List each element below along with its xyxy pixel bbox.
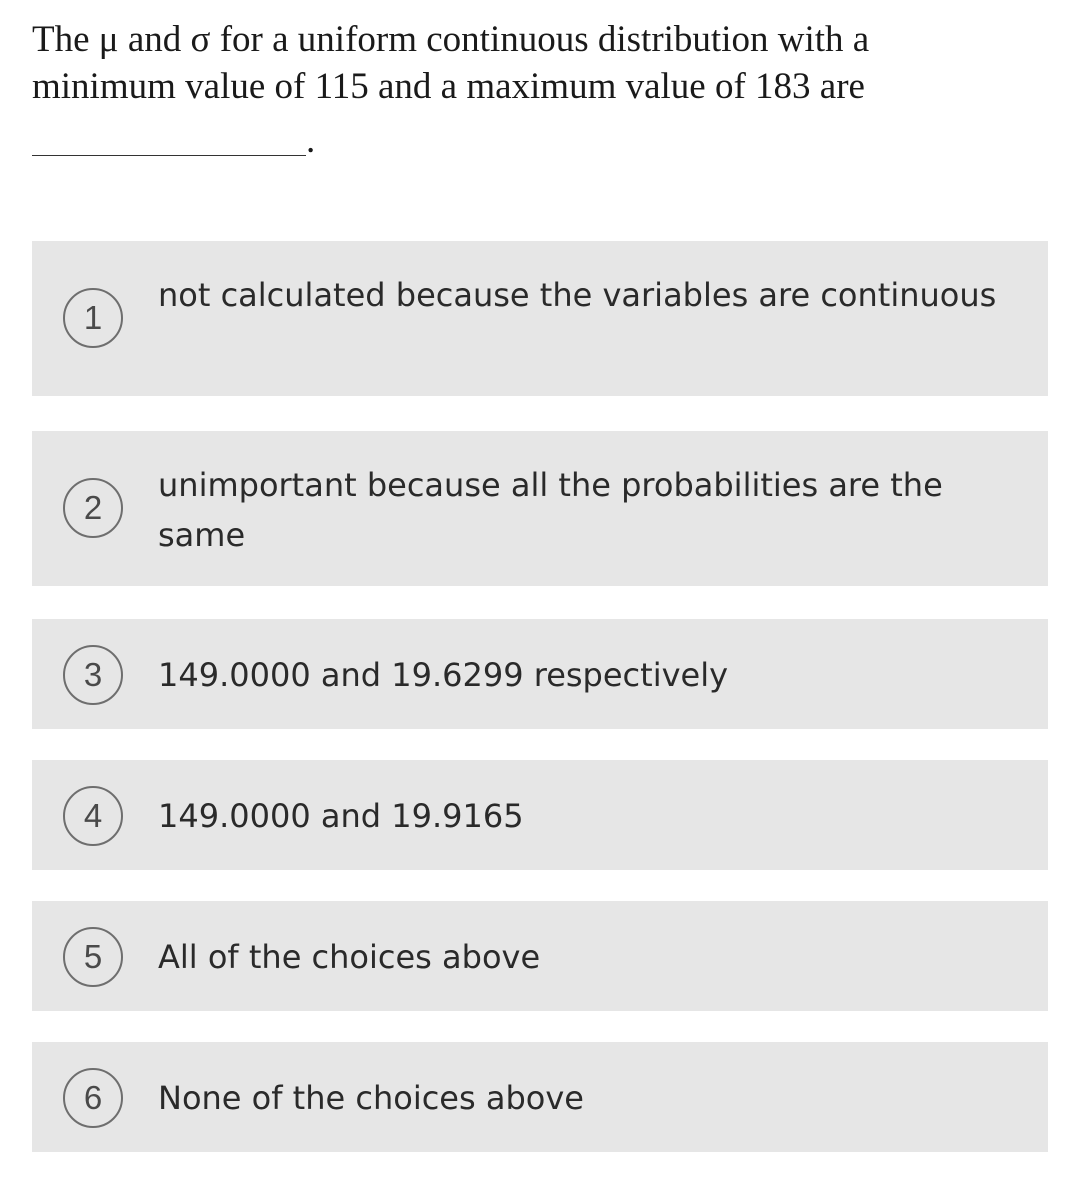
choice-number-badge: 4 — [63, 786, 123, 846]
choice-text: 149.0000 and 19.9165 — [158, 797, 524, 835]
choice-option-4[interactable] — [32, 760, 1048, 870]
choice-option-6[interactable] — [32, 1042, 1048, 1152]
choice-option-2[interactable] — [32, 431, 1048, 586]
choice-option-1[interactable] — [32, 241, 1048, 396]
answer-blank — [32, 155, 306, 156]
choice-text: not calculated because the variables are continuous — [158, 276, 997, 314]
choice-number-badge: 1 — [63, 288, 123, 348]
choice-text: None of the choices above — [158, 1079, 584, 1117]
question-text — [32, 16, 1032, 110]
choice-text: All of the choices above — [158, 938, 541, 976]
choice-text: 149.0000 and 19.6299 respectively — [158, 656, 729, 694]
choice-number-badge: 6 — [63, 1068, 123, 1128]
choice-option-5[interactable] — [32, 901, 1048, 1011]
choice-number-badge: 3 — [63, 645, 123, 705]
blank-period: . — [306, 120, 316, 161]
choice-option-3[interactable] — [32, 619, 1048, 729]
choice-number-badge: 2 — [63, 478, 123, 538]
question-line-2: minimum value of 115 and a maximum value of 183 are — [32, 66, 865, 107]
question-line-1: The μ and σ for a uniform continuous distribution with a — [32, 19, 870, 60]
choice-number-badge: 5 — [63, 927, 123, 987]
choice-text: unimportant because all the probabilities are the same — [158, 466, 943, 554]
